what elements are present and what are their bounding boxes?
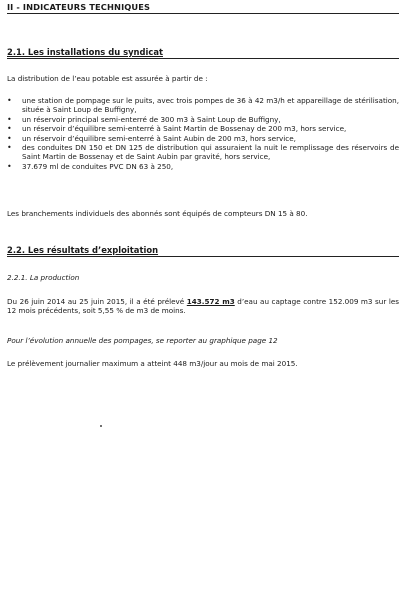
branchements-paragraph: Les branchements individuels des abonnés sont équipés de compteurs DN 15 à 80. [7,209,308,218]
section-title-resultats: 2.2. Les résultats d’exploitation [7,245,399,257]
evolution-note: Pour l’évolution annuelle des pompages, se reporter au graphique page 12 [7,336,278,345]
list-item: • une station de pompage sur le puits, avec trois pompes de 36 à 42 m3/h et appareillage de stérilisation, située à Saint Loup de Buffigny, [7,96,399,115]
subsection-title-production: 2.2.1. La production [7,273,80,282]
production-paragraph [7,297,399,316]
page-header: II - INDICATEURS TECHNIQUES [7,2,399,14]
list-item: • un réservoir d’équilibre semi-enterré à Saint Martin de Bossenay de 200 m3, hors service, [7,124,399,133]
list-item: • 37.679 ml de conduites PVC DN 63 à 250, [7,162,399,171]
list-item: • un réservoir d’équilibre semi-enterré à Saint Aubin de 200 m3, hors service, [7,134,399,143]
intro-paragraph: La distribution de l’eau potable est assurée à partir de : [7,74,208,83]
volume-preleve: 143.572 m3 [186,297,235,306]
list-item: • des conduites DN 150 et DN 125 de distribution qui assuraient la nuit le remplissage des réservoirs de Saint Martin de Bossenay et de Saint Aubin par gravité, hors service, [7,143,399,162]
section-title-installations: 2.1. Les installations du syndicat [7,47,399,59]
scan-speck [100,425,102,427]
list-item: • un réservoir principal semi-enterré de 300 m3 à Saint Loup de Buffigny, [7,115,399,124]
installations-list [7,96,399,171]
max-prelevement-paragraph: Le prélèvement journalier maximum a atteint 448 m3/jour au mois de mai 2015. [7,359,298,368]
production-text-start: Du 26 juin 2014 au 25 juin 2015, il a été prélevé [7,297,187,306]
production-text-end: d’eau au captage contre 152.009 m3 sur les 12 mois précédents, soit 5,55 % de m3 de moins. [7,297,399,316]
